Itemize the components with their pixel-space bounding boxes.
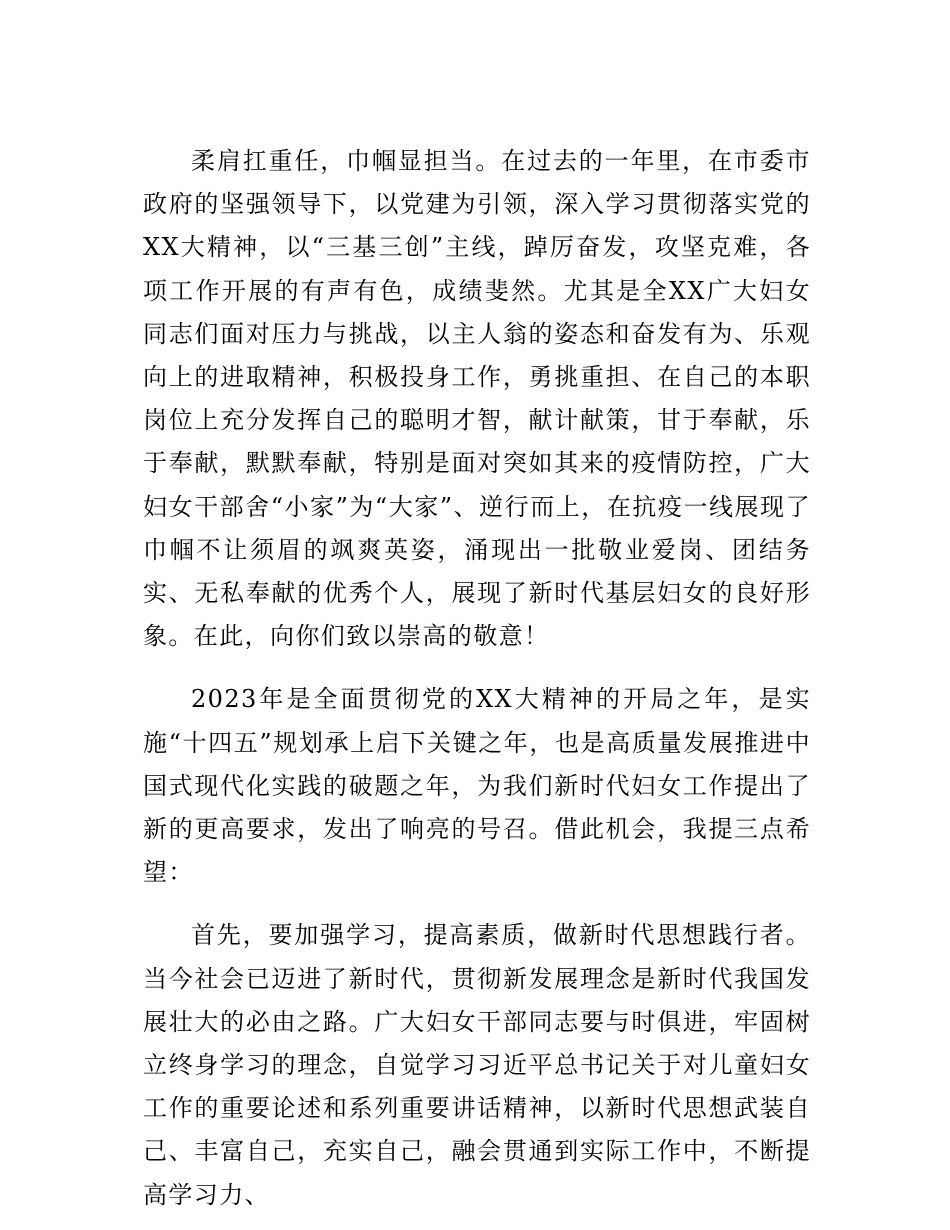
paragraph-1: 柔肩扛重任，巾帼显担当。在过去的一年里，在市委市政府的坚强领导下，以党建为引领，深入学习贯彻落实党的XX大精神，以“三基三创”主线，踔厉奋发，攻坚克难，各项工作开展的有声有色，成绩斐然。尤其是全XX广大妇女同志们面对压力与挑战，以主人翁的姿态和奋发有为、乐观向上的进取精神，积极投身工作，勇挑重担、在自己的本职岗位上充分发挥自己的聪明才智，献计献策，甘于奉献，乐于奉献，默默奉献，特别是面对突如其来的疫情防控，广大妇女干部舍“小家”为“大家”、逆行而上，在抗疫一线展现了巾帼不让须眉的飒爽英姿，涌现出一批敬业爱岗、团结务实、无私奉献的优秀个人，展现了新时代基层妇女的良好形象。在此，向你们致以崇高的敬意！	[143, 147, 811, 651]
paragraph-2: 2023年是全面贯彻党的XX大精神的开局之年，是实施“十四五”规划承上启下关键之年，也是高质量发展推进中国式现代化实践的破题之年，为我们新时代妇女工作提出了新的更高要求，发出了响亮的号召。借此机会，我提三点希望：	[143, 685, 811, 887]
paragraph-3: 首先，要加强学习，提高素质，做新时代思想践行者。当今社会已迈进了新时代，贯彻新发展理念是新时代我国发展壮大的必由之路。广大妇女干部同志要与时俱进，牢固树立终身学习的理念，自觉学习习近平总书记关于对儿童妇女工作的重要论述和系列重要讲话精神，以新时代思想武装自己、丰富自己，充实自己，融会贯通到实际工作中，不断提高学习力、	[143, 921, 811, 1209]
document-body	[143, 140, 811, 1217]
